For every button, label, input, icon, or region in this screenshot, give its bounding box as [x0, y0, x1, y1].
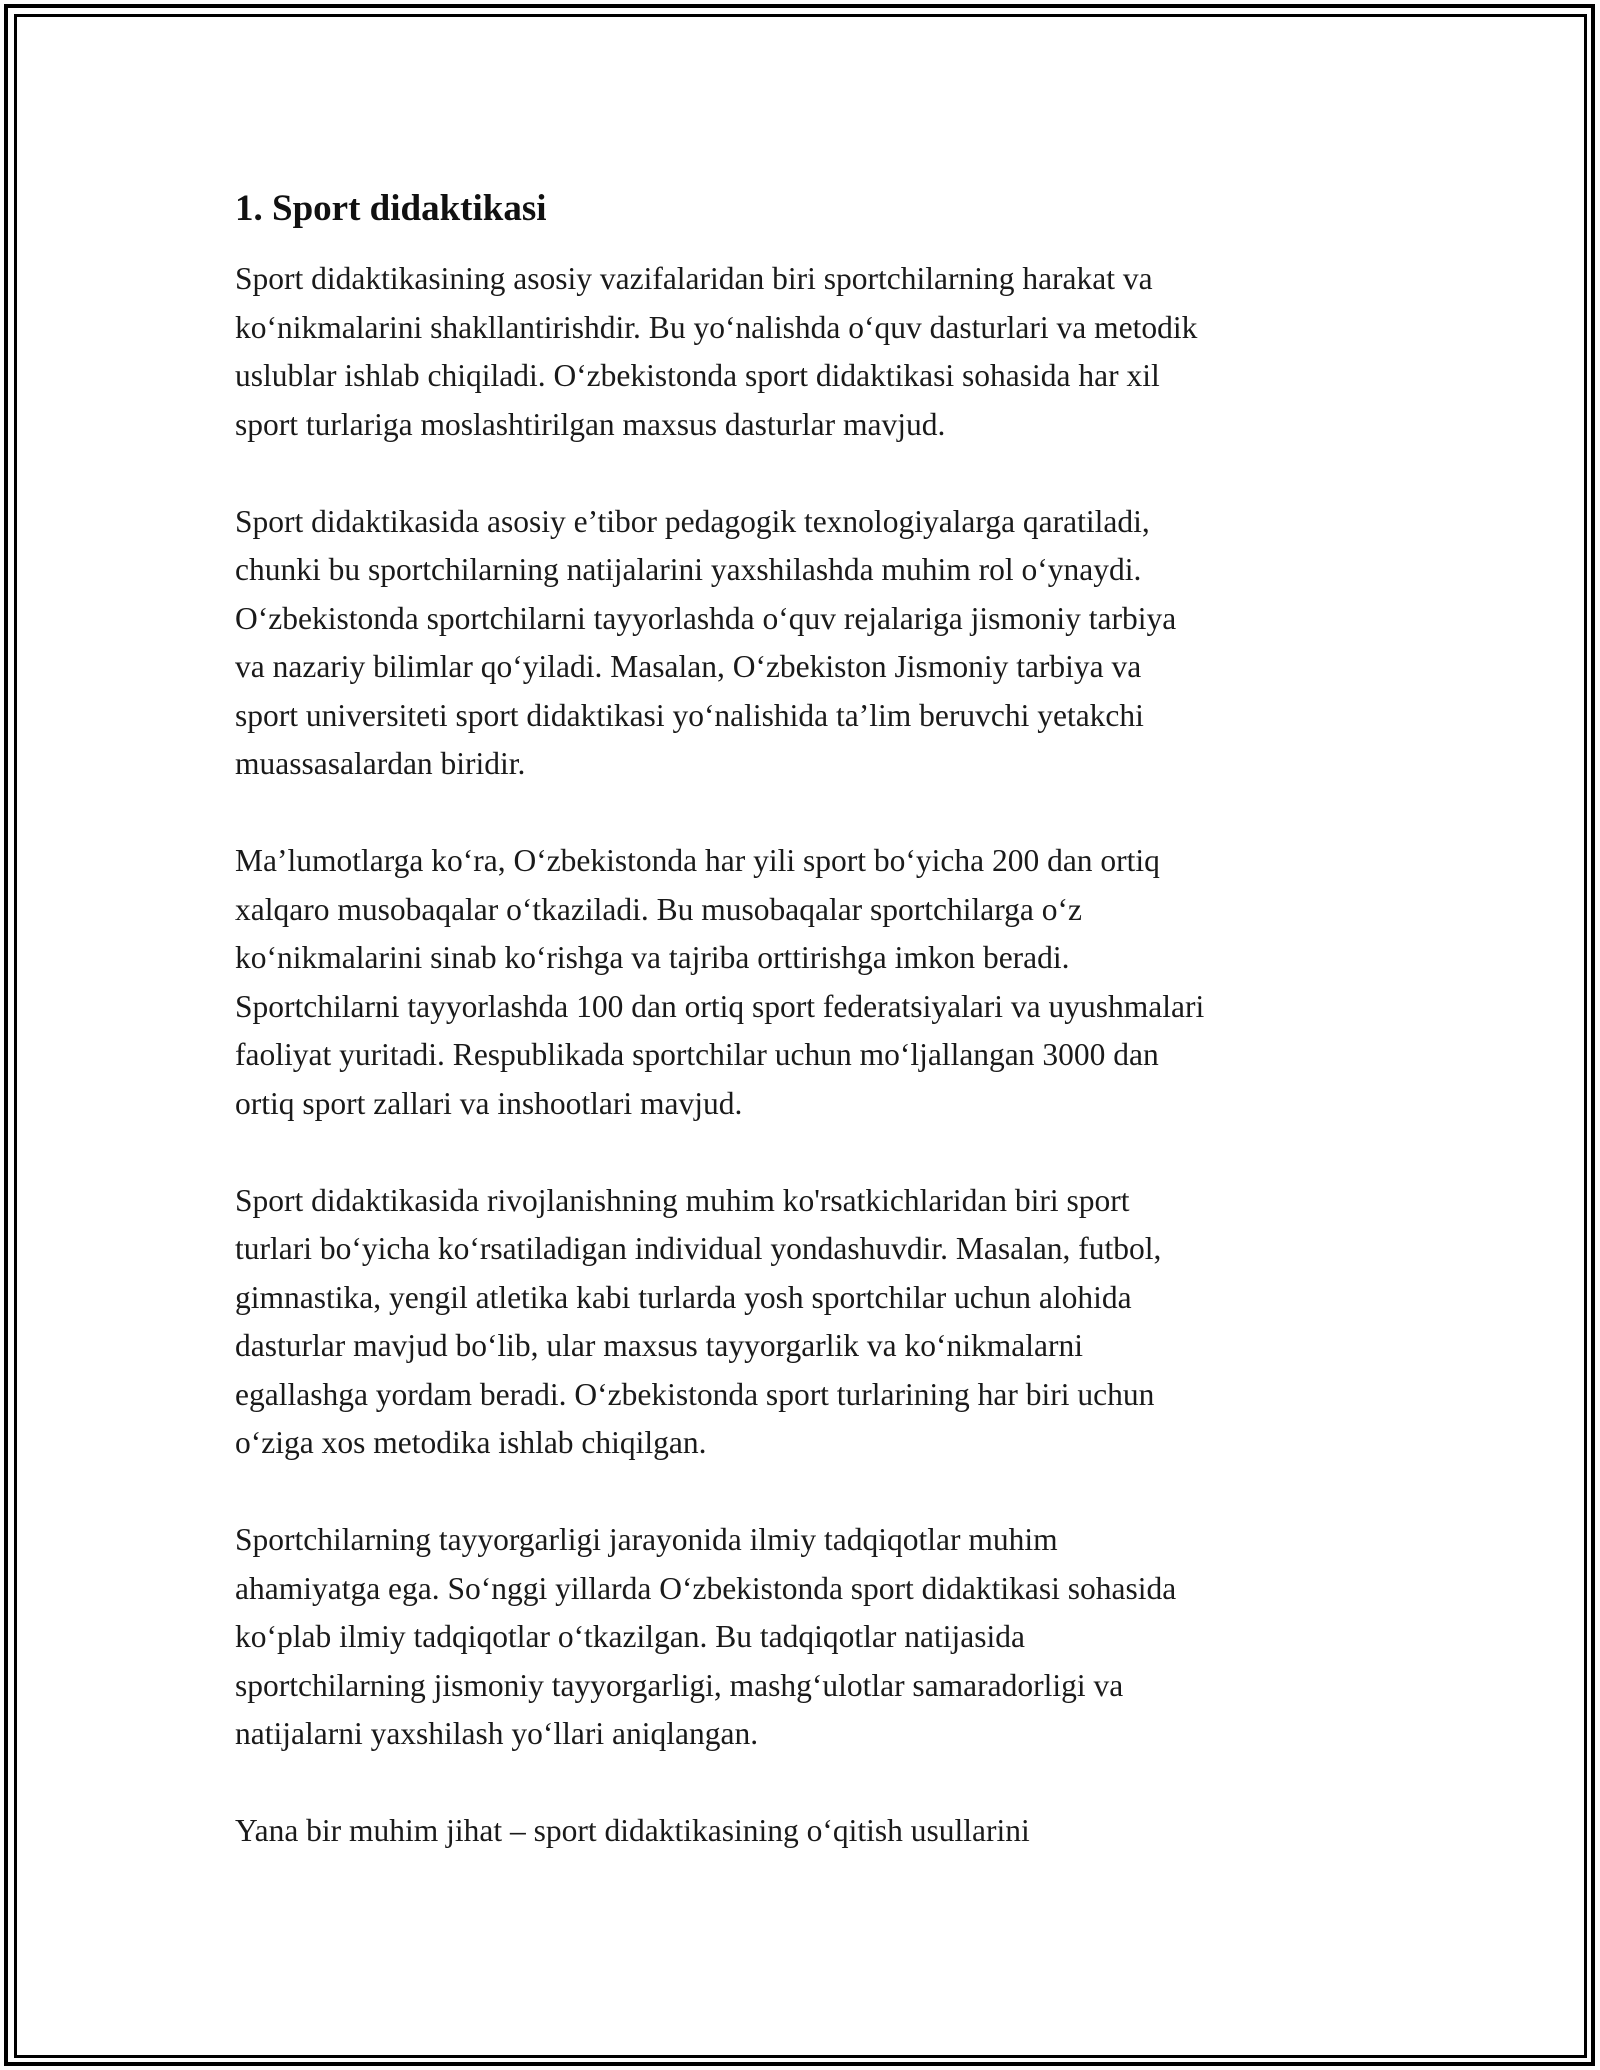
paragraph-line: gimnastika, yengil atletika kabi turlarda yosh sportchilar uchun alohida	[235, 1279, 1132, 1315]
paragraph-line: sportchilarning jismoniy tayyorgarligi, mashg‘ulotlar samaradorligi va	[235, 1667, 1124, 1703]
paragraph-line: chunki bu sportchilarning natijalarini yaxshilashda muhim rol o‘ynaydi.	[235, 552, 1142, 587]
paragraph-line: ko‘nikmalarini sinab ko‘rishga va tajriba orttirishga imkon beradi.	[235, 940, 1070, 975]
section-heading: 1. Sport didaktikasi	[235, 188, 547, 229]
paragraph-line: xalqaro musobaqalar o‘tkaziladi. Bu musobaqalar sportchilarga o‘z	[235, 891, 1083, 927]
paragraph-list	[235, 255, 1365, 1856]
paragraph-line: sport universiteti sport didaktikasi yo‘nalishida ta’lim beruvchi yetakchi	[235, 697, 1144, 733]
paragraph	[235, 1807, 1365, 1856]
paragraph-line: Sportchilarning tayyorgarligi jarayonida ilmiy tadqiqotlar muhim	[235, 1522, 1058, 1557]
paragraph-line: egallashga yordam beradi. O‘zbekistonda sport turlarining har biri uchun	[235, 1376, 1155, 1412]
paragraph-line: muassasalardan biridir.	[235, 746, 526, 781]
paragraph	[235, 255, 1365, 449]
paragraph-line: Sport didaktikasining asosiy vazifalaridan biri sportchilarning harakat va	[235, 261, 1153, 296]
paragraph-line: o‘ziga xos metodika ishlab chiqilgan.	[235, 1425, 707, 1460]
paragraph-line: Sport didaktikasida rivojlanishning muhim ko'rsatkichlaridan biri sport	[235, 1182, 1130, 1218]
document-body	[235, 185, 1365, 1904]
paragraph	[235, 1516, 1365, 1759]
paragraph-line: Sportchilarni tayyorlashda 100 dan ortiq sport federatsiyalari va uyushmalari	[235, 988, 1205, 1024]
paragraph	[235, 1177, 1365, 1468]
paragraph-line: Ma’lumotlarga ko‘ra, O‘zbekistonda har yili sport bo‘yicha 200 dan ortiq	[235, 843, 1160, 878]
paragraph-line: turlari bo‘yicha ko‘rsatiladigan individual yondashuvdir. Masalan, futbol,	[235, 1231, 1162, 1266]
paragraph-line: uslublar ishlab chiqiladi. O‘zbekistonda sport didaktikasi sohasida har xil	[235, 358, 1160, 393]
paragraph-line: ko‘nikmalarini shakllantirishdir. Bu yo‘nalishda o‘quv dasturlari va metodik	[235, 309, 1198, 345]
paragraph-line: natijalarni yaxshilash yo‘llari aniqlangan.	[235, 1716, 759, 1751]
paragraph-line: dasturlar mavjud bo‘lib, ular maxsus tayyorgarlik va ko‘nikmalarni	[235, 1328, 1083, 1363]
paragraph-line: va nazariy bilimlar qo‘yiladi. Masalan, O‘zbekiston Jismoniy tarbiya va	[235, 649, 1142, 684]
paragraph-line: ortiq sport zallari va inshootlari mavjud.	[235, 1085, 743, 1121]
paragraph-line: faoliyat yuritadi. Respublikada sportchilar uchun mo‘ljallangan 3000 dan	[235, 1037, 1159, 1072]
paragraph-line: O‘zbekistonda sportchilarni tayyorlashda o‘quv rejalariga jismoniy tarbiya	[235, 600, 1177, 636]
paragraph-line: Yana bir muhim jihat – sport didaktikasining o‘qitish usullarini	[235, 1813, 1030, 1848]
paragraph	[235, 837, 1365, 1128]
paragraph-line: ko‘plab ilmiy tadqiqotlar o‘tkazilgan. Bu tadqiqotlar natijasida	[235, 1619, 1025, 1654]
paragraph-line: Sport didaktikasida asosiy e’tibor pedagogik texnologiyalarga qaratiladi,	[235, 503, 1150, 539]
paragraph-line: ahamiyatga ega. So‘nggi yillarda O‘zbekistonda sport didaktikasi sohasida	[235, 1570, 1177, 1606]
paragraph	[235, 498, 1365, 789]
paragraph-line: sport turlariga moslashtirilgan maxsus dasturlar mavjud.	[235, 406, 946, 442]
